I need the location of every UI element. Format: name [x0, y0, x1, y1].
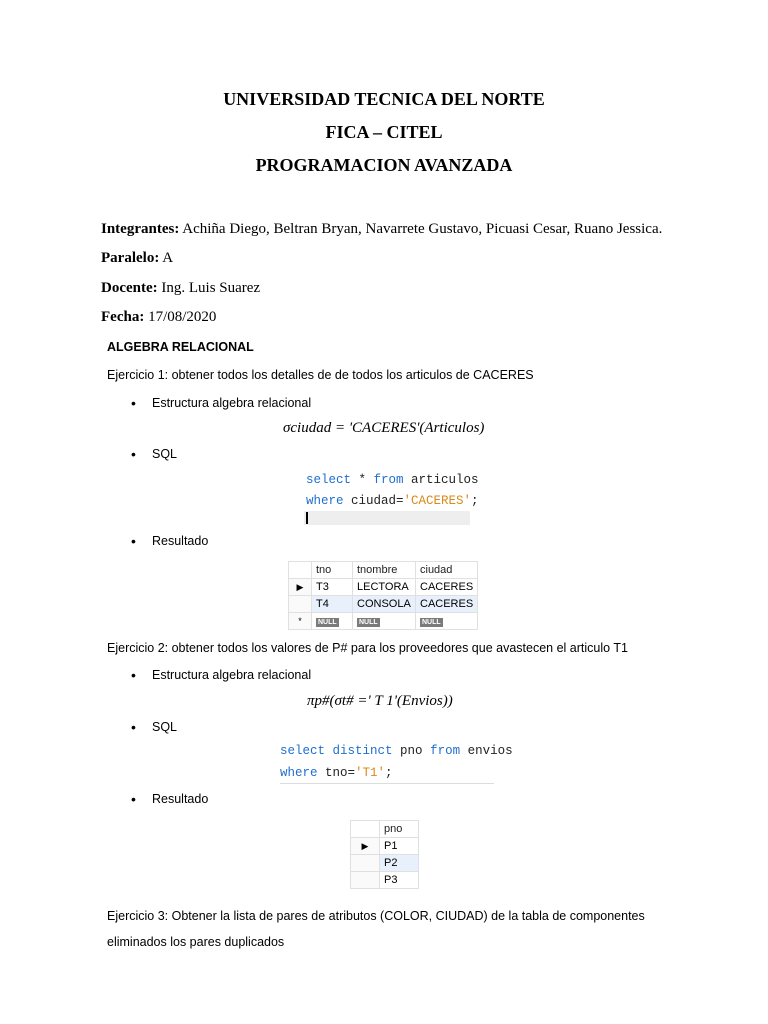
bullet-icon: • — [131, 395, 136, 411]
fecha-field — [101, 309, 216, 326]
ex1-sql-cursor-line — [304, 511, 470, 525]
ex1-result-grid — [288, 561, 478, 630]
bullet-icon: • — [131, 719, 136, 735]
integrantes-field — [101, 221, 662, 238]
table-cell: P2 — [380, 855, 419, 872]
table-cell: LECTORA — [353, 579, 416, 596]
table-row[interactable] — [289, 579, 478, 596]
current-row-arrow-icon: ▶ — [289, 579, 312, 596]
table-cell: CACERES — [416, 596, 478, 613]
row-selector — [351, 855, 380, 872]
column-header: pno — [380, 821, 419, 838]
null-cell: NULL — [312, 613, 353, 630]
current-row-arrow-icon: ▶ — [351, 838, 380, 855]
row-selector-header — [289, 562, 312, 579]
fecha-value: 17/08/2020 — [148, 309, 217, 325]
section-title: ALGEBRA RELACIONAL — [107, 340, 254, 354]
null-cell: NULL — [416, 613, 478, 630]
ex2-estructura-label: Estructura algebra relacional — [152, 668, 312, 682]
bullet-icon: • — [131, 791, 136, 807]
table-row[interactable] — [289, 596, 478, 613]
column-header: tnombre — [353, 562, 416, 579]
table-row[interactable] — [351, 838, 419, 855]
bullet-icon: • — [131, 667, 136, 683]
table-row[interactable] — [351, 855, 419, 872]
bullet-icon: • — [131, 533, 136, 549]
table-cell: P1 — [380, 838, 419, 855]
row-selector-header — [351, 821, 380, 838]
ex2-sql-line2: where tno='T1'; — [280, 766, 393, 780]
docente-value: Ing. Luis Suarez — [161, 280, 261, 296]
column-header: tno — [312, 562, 353, 579]
integrantes-label: Integrantes: — [101, 221, 180, 237]
editor-divider — [280, 783, 494, 784]
paralelo-value: A — [162, 250, 174, 266]
ex2-resultado-label: Resultado — [152, 792, 209, 806]
new-row-asterisk-icon: * — [289, 613, 312, 630]
faculty-title: FICA – CITEL — [325, 122, 443, 142]
docente-field — [101, 280, 260, 297]
exercise-3-title-line1: Ejercicio 3: Obtener la lista de pares de atributos (COLOR, CIUDAD) de la tabla de componentes — [107, 909, 645, 923]
ex1-formula: σciudad = 'CACERES'(Articulos) — [283, 420, 485, 436]
table-row[interactable] — [351, 872, 419, 889]
table-cell: T3 — [312, 579, 353, 596]
fecha-label: Fecha: — [101, 309, 145, 325]
table-cell: CONSOLA — [353, 596, 416, 613]
table-cell: P3 — [380, 872, 419, 889]
row-selector — [351, 872, 380, 889]
table-cell: CACERES — [416, 579, 478, 596]
university-title: UNIVERSIDAD TECNICA DEL NORTE — [223, 89, 545, 109]
integrantes-value: Achiña Diego, Beltran Bryan, Navarrete Gustavo, Picuasi Cesar, Ruano Jessica. — [182, 221, 663, 237]
course-title: PROGRAMACION AVANZADA — [255, 155, 513, 175]
ex2-sql-label: SQL — [152, 720, 178, 734]
table-cell: T4 — [312, 596, 353, 613]
bullet-icon: • — [131, 446, 136, 462]
row-selector — [289, 596, 312, 613]
ex2-sql-line1: select distinct pno from envios — [280, 744, 513, 758]
ex1-resultado-label: Resultado — [152, 534, 209, 548]
ex2-result-grid — [350, 820, 419, 889]
exercise-1-title: Ejercicio 1: obtener todos los detalles de de todos los articulos de CACERES — [107, 368, 534, 382]
docente-label: Docente: — [101, 280, 158, 296]
column-header: ciudad — [416, 562, 478, 579]
ex1-sql-label: SQL — [152, 447, 178, 461]
paralelo-label: Paralelo: — [101, 250, 160, 266]
ex2-formula: πp#(σt# =' T 1'(Envios)) — [307, 693, 453, 709]
text-cursor — [306, 512, 308, 524]
ex1-sql-line1: select * from articulos — [306, 473, 479, 487]
exercise-2-title: Ejercicio 2: obtener todos los valores de P# para los proveedores que avastecen el articulo T1 — [107, 641, 628, 655]
ex1-sql-line2: where ciudad='CACERES'; — [306, 494, 479, 508]
ex1-estructura-label: Estructura algebra relacional — [152, 396, 312, 410]
table-row-new[interactable] — [289, 613, 478, 630]
paralelo-field — [101, 250, 173, 267]
null-cell: NULL — [353, 613, 416, 630]
exercise-3-title-line2: eliminados los pares duplicados — [107, 935, 285, 949]
